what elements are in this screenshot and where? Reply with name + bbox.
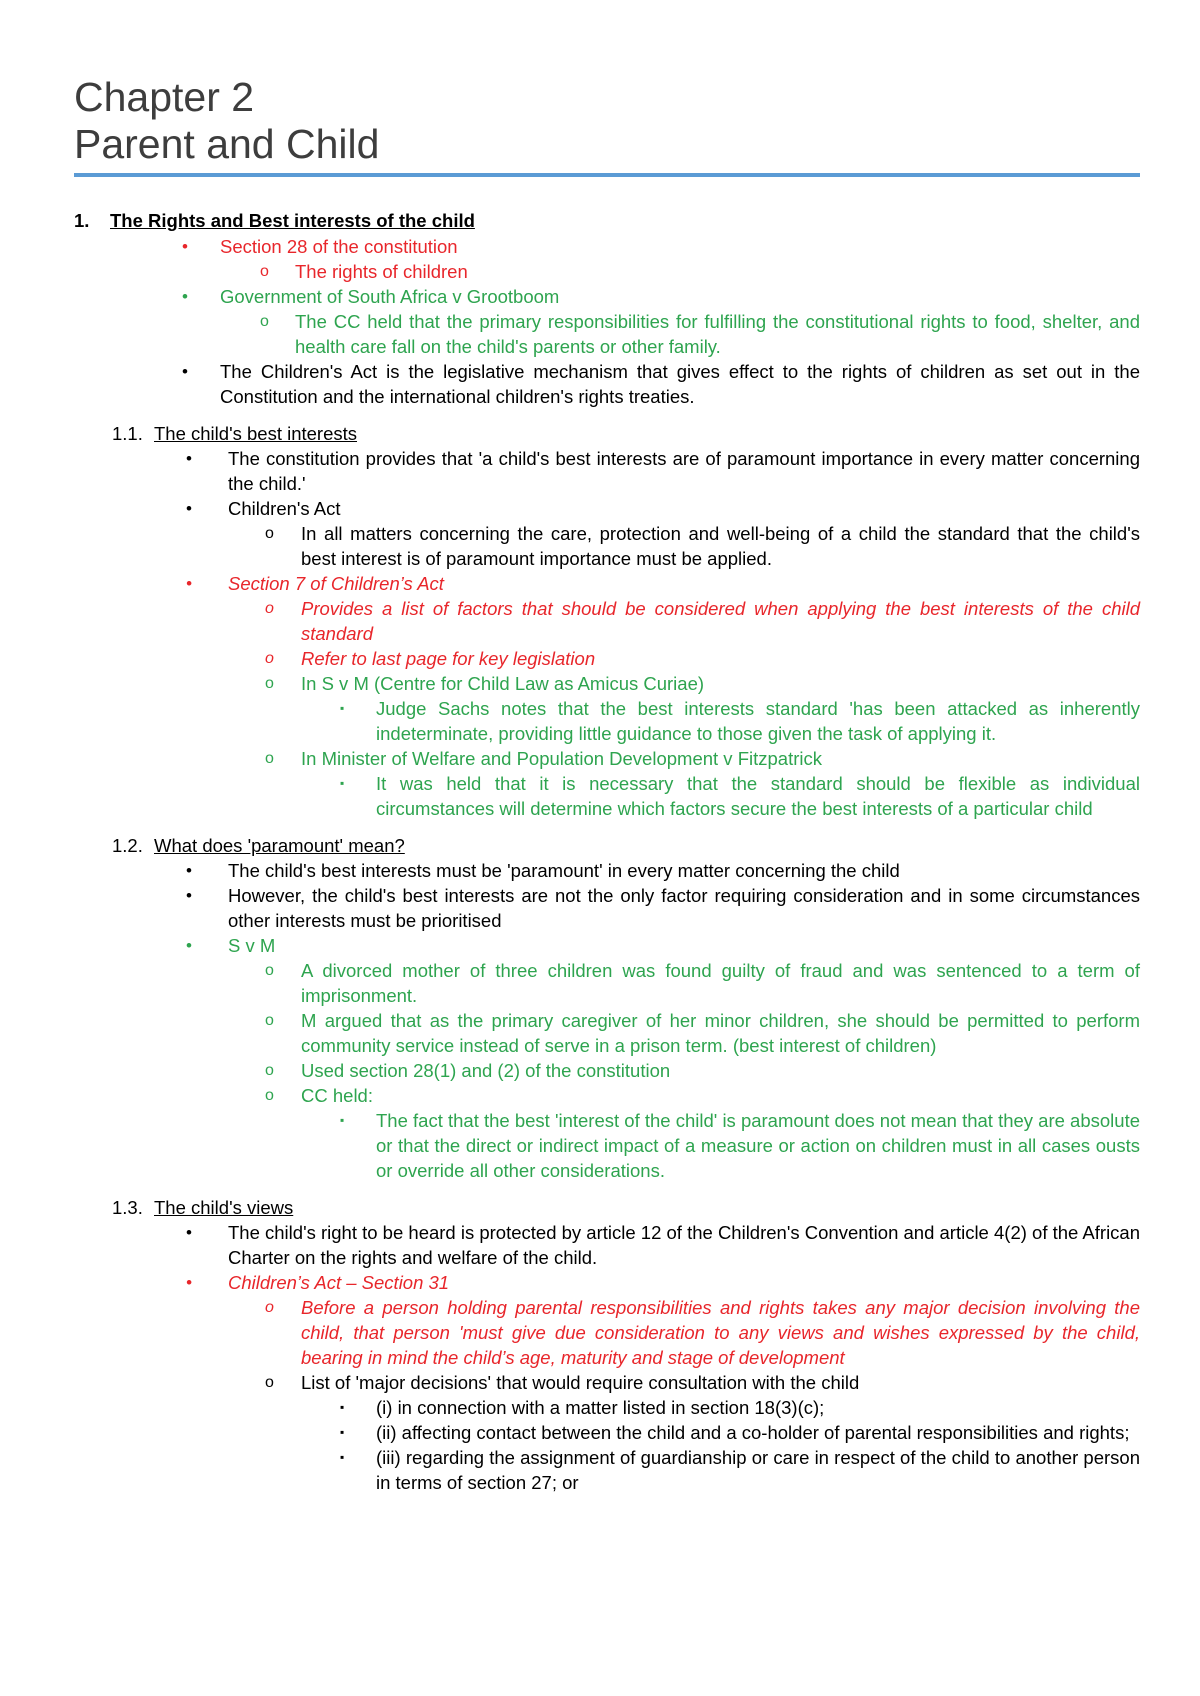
list-item: [74, 746, 1140, 771]
list-item: [74, 883, 1140, 933]
list-item: [74, 1270, 1140, 1295]
list-item: [74, 1295, 1140, 1370]
circle-bullet-icon: o: [265, 650, 274, 667]
list-item-text: List of 'major decisions' that would require consultation with the child: [301, 1372, 860, 1393]
subsection-number: 1.2.: [112, 835, 143, 856]
list-item: [74, 521, 1140, 571]
list-item: [74, 446, 1140, 496]
square-bullet-icon: ▪: [340, 701, 345, 715]
circle-bullet-icon: o: [265, 1374, 274, 1391]
chapter-subtitle: Parent and Child: [74, 121, 380, 167]
list-item-text: The Children's Act is the legislative mechanism that gives effect to the rights of children as set out in the Constitution and the international children's rights treaties.: [220, 361, 1140, 407]
list-item: [74, 1370, 1140, 1395]
bullet-icon: •: [186, 574, 192, 593]
list-item-text: In S v M (Centre for Child Law as Amicus Curiae): [301, 673, 705, 694]
list-item-text: In all matters concerning the care, protection and well-being of a child the standard that the child's best interest is of paramount importance must be applied.: [301, 523, 1140, 569]
list-item: [74, 284, 1140, 309]
list-item-text: However, the child's best interests are not the only factor requiring consideration and in some circumstances other interests must be prioritised: [228, 885, 1140, 931]
bullet-icon: •: [186, 861, 192, 880]
list-item-text: The child's right to be heard is protected by article 12 of the Children's Convention and article 4(2) of the African Charter on the rights and welfare of the child.: [228, 1222, 1141, 1268]
bullet-icon: •: [186, 499, 192, 518]
section-title: The Rights and Best interests of the child: [110, 210, 475, 231]
list-item: [74, 1445, 1140, 1495]
square-bullet-icon: ▪: [340, 1450, 345, 1464]
list-item: [74, 696, 1140, 746]
list-item-text: (iii) regarding the assignment of guardianship or care in respect of the child to another person in terms of section 27; or: [376, 1447, 1140, 1493]
list-item: [74, 1420, 1140, 1445]
bullet-icon: •: [186, 1273, 192, 1292]
list-item-text: The CC held that the primary responsibilities for fulfilling the constitutional rights to food, shelter, and health care fall on the child's parents or other family.: [295, 311, 1140, 357]
list-item-text: Section 7 of Children’s Act: [228, 573, 444, 594]
bullet-icon: •: [186, 936, 192, 955]
circle-bullet-icon: o: [265, 750, 274, 767]
list-item-text: S v M: [228, 935, 276, 956]
list-item-text: Before a person holding parental responsibilities and rights takes any major decision involving the child, that person 'must give due consideration to any views and wishes expressed by the child, bearing in mind the child’s age, maturity and stage of development: [301, 1297, 1140, 1368]
circle-bullet-icon: o: [260, 313, 269, 330]
subsection-heading-1-2: [74, 833, 1140, 858]
subsection-title: The child's views: [154, 1197, 294, 1218]
square-bullet-icon: ▪: [340, 776, 345, 790]
list-item: [74, 1058, 1140, 1083]
title-block: [74, 74, 1140, 177]
list-item-text: (ii) affecting contact between the child and a co-holder of parental responsibilities and rights;: [376, 1422, 1130, 1443]
subsection-number: 1.1.: [112, 423, 143, 444]
square-bullet-icon: ▪: [340, 1113, 345, 1127]
bullet-icon: •: [182, 362, 188, 381]
chapter-title: Chapter 2: [74, 74, 255, 120]
list-item: [74, 1395, 1140, 1420]
list-item: [74, 359, 1140, 409]
circle-bullet-icon: o: [265, 525, 274, 542]
list-item: [74, 646, 1140, 671]
list-item: [74, 1083, 1140, 1108]
list-item-text: Refer to last page for key legislation: [301, 648, 596, 669]
circle-bullet-icon: o: [265, 675, 274, 692]
subsection-number: 1.3.: [112, 1197, 143, 1218]
list-item: [74, 771, 1140, 821]
list-item: [74, 958, 1140, 1008]
list-item-text: The constitution provides that 'a child's best interests are of paramount importance in every matter concerning the child.': [228, 448, 1140, 494]
subsection-heading-1-3: [74, 1195, 1140, 1220]
list-item-text: Government of South Africa v Grootboom: [220, 286, 560, 307]
section-number: 1.: [74, 210, 90, 231]
list-item: [74, 671, 1140, 696]
circle-bullet-icon: o: [265, 962, 274, 979]
title-divider: [74, 173, 1140, 177]
list-item-text: Section 28 of the constitution: [220, 236, 458, 257]
list-item: [74, 858, 1140, 883]
list-item: [74, 259, 1140, 284]
list-item: [74, 309, 1140, 359]
bullet-icon: •: [186, 1223, 192, 1242]
list-item-text: The rights of children: [295, 261, 468, 282]
square-bullet-icon: ▪: [340, 1400, 345, 1414]
list-item: [74, 571, 1140, 596]
list-item-text: A divorced mother of three children was found guilty of fraud and was sentenced to a term of imprisonment.: [301, 960, 1140, 1006]
circle-bullet-icon: o: [260, 263, 269, 280]
circle-bullet-icon: o: [265, 600, 274, 617]
bullet-icon: •: [186, 886, 192, 905]
circle-bullet-icon: o: [265, 1012, 274, 1029]
bullet-icon: •: [186, 449, 192, 468]
list-item-text: M argued that as the primary caregiver of her minor children, she should be permitted to perform community service instead of serve in a prison term. (best interest of children): [301, 1010, 1140, 1056]
list-item-text: CC held:: [301, 1085, 373, 1106]
list-item: [74, 596, 1140, 646]
list-item-text: Children's Act: [228, 498, 341, 519]
circle-bullet-icon: o: [265, 1062, 274, 1079]
list-item: [74, 1108, 1140, 1183]
subsection-title: The child's best interests: [154, 423, 358, 444]
list-item-text: Used section 28(1) and (2) of the constitution: [301, 1060, 671, 1081]
subsection-heading-1-1: [74, 421, 1140, 446]
list-item-text: (i) in connection with a matter listed in section 18(3)(c);: [376, 1397, 825, 1418]
list-item: [74, 496, 1140, 521]
list-item: [74, 1220, 1140, 1270]
list-item: [74, 234, 1140, 259]
bullet-icon: •: [182, 237, 188, 256]
list-item-text: Children’s Act – Section 31: [228, 1272, 450, 1293]
list-item-text: Provides a list of factors that should be considered when applying the best interests of the child standard: [301, 598, 1140, 644]
list-item-text: The fact that the best 'interest of the child' is paramount does not mean that they are absolute or that the direct or indirect impact of a measure or action on children must in all cases ousts or override all other considerations.: [376, 1110, 1140, 1181]
subsection-title: What does 'paramount' mean?: [154, 835, 405, 856]
list-item-text: Judge Sachs notes that the best interests standard 'has been attacked as inherently indeterminate, providing little guidance to those given the task of applying it.: [376, 698, 1140, 744]
section-heading-1: [74, 207, 1140, 234]
document-body: [74, 207, 1140, 1495]
square-bullet-icon: ▪: [340, 1425, 345, 1439]
circle-bullet-icon: o: [265, 1087, 274, 1104]
list-item-text: In Minister of Welfare and Population Development v Fitzpatrick: [301, 748, 822, 769]
list-item-text: The child's best interests must be 'paramount' in every matter concerning the child: [228, 860, 900, 881]
list-item: [74, 1008, 1140, 1058]
list-item: [74, 933, 1140, 958]
circle-bullet-icon: o: [265, 1299, 274, 1316]
list-item-text: It was held that it is necessary that the standard should be flexible as individual circumstances will determine which factors secure the best interests of a particular child: [376, 773, 1140, 819]
bullet-icon: •: [182, 287, 188, 306]
